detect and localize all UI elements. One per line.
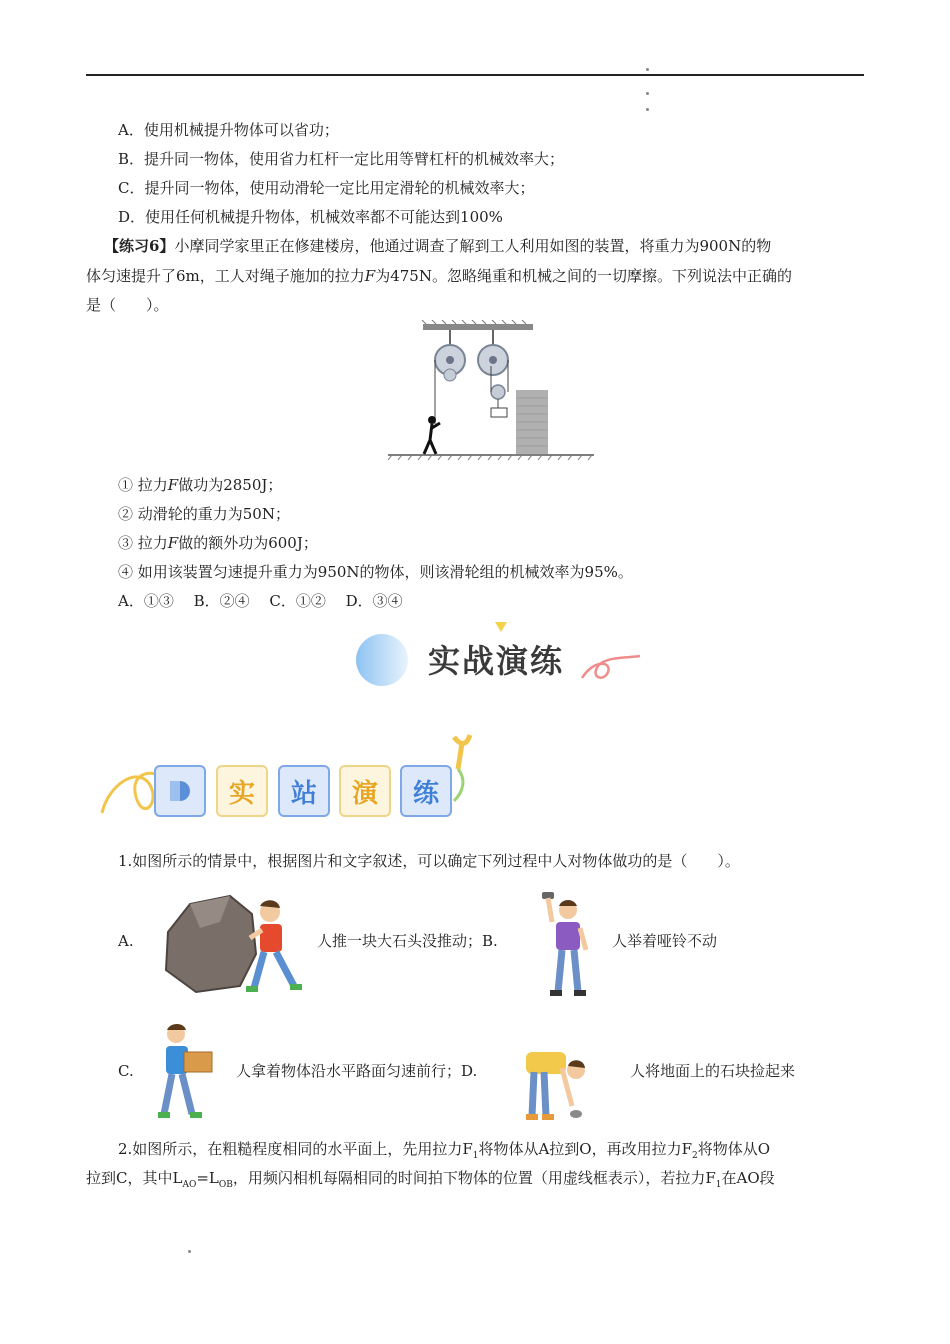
q1-b-text: 人举着哑铃不动 [612,932,718,950]
q2-line1: 2.如图所示，在粗糙程度相同的水平面上，先用拉力$F_1$将物体从A拉到O，再改用拉力$F_2$将物体从O [118,1140,771,1161]
exercise6-tag: 【练习6】 [104,237,175,255]
option-c: C．提升同一物体，使用动滑轮一定比用定滑轮的机械效率大； [118,179,535,197]
tile-lian: 练 [400,765,452,817]
exercise6-line1: 【练习6】小摩同学家里正在修建楼房，他通过调查了解到工人利用如图的装置，将重力为900N的物 [104,237,772,255]
option-d: D．使用任何机械提升物体，机械效率都不可能达到100% [118,208,503,226]
half-moon-icon [166,777,194,805]
q1-a-text: 人推一块大石头没推动；B. [317,932,498,950]
banner-title: 实战演练 [428,642,565,680]
push-rock-illustration [160,892,308,996]
scan-dot [646,68,649,71]
header-rule [86,74,864,76]
statement-4: ④ 如用该装置匀速提升重力为950N的物体，则该滑轮组的机械效率为95%。 [118,563,633,581]
q1-c-label: C. [118,1062,134,1080]
carry-box-illustration [156,1022,218,1122]
scan-dot [646,108,649,111]
exercise6-line2: 体匀速提升了6m，工人对绳子施加的拉力F为475N。忽略绳重和机械之间的一切摩擦。下列说法中正确的 [86,267,792,285]
statement-1: ① 拉力F做功为2850J； [118,476,283,494]
dumbbell-illustration [534,892,596,998]
exercise6-line3: 是（ ）。 [86,296,169,314]
scan-dot [646,92,649,95]
q1-d-text: 人将地面上的石块捡起来 [630,1062,796,1080]
option-a: A．使用机械提升物体可以省功； [118,121,339,139]
tile-shi: 实 [216,765,268,817]
tile-yan: 演 [339,765,391,817]
scan-dot [188,1250,191,1253]
pick-stone-illustration [526,1044,596,1124]
answer-choices: A．①③ B．②④ C．①② D．③④ [118,592,403,610]
tile-zhan: 站 [278,765,330,817]
statement-2: ② 动滑轮的重力为50N； [118,505,290,523]
q1-a-label: A. [118,932,134,950]
q1-c-text: 人拿着物体沿水平路面匀速前行；D. [236,1062,478,1080]
statement-3: ③ 拉力F做的额外功为600J； [118,534,318,552]
q1-stem: 1.如图所示的情景中，根据图片和文字叙述，可以确定下列过程中人对物体做功的是（ ）。 [118,852,740,870]
q2-line2: 拉到C，其中$L_{AO}=L_{OB}$，用频闪相机每隔相同的时间拍下物体的位置（用虚线框表示），若拉力$F_1$在AO段 [86,1169,775,1190]
pulley-figure [388,320,598,465]
option-b: B．提升同一物体，使用省力杠杆一定比用等臂杠杆的机械效率大； [118,150,565,168]
tile-number [154,765,206,817]
